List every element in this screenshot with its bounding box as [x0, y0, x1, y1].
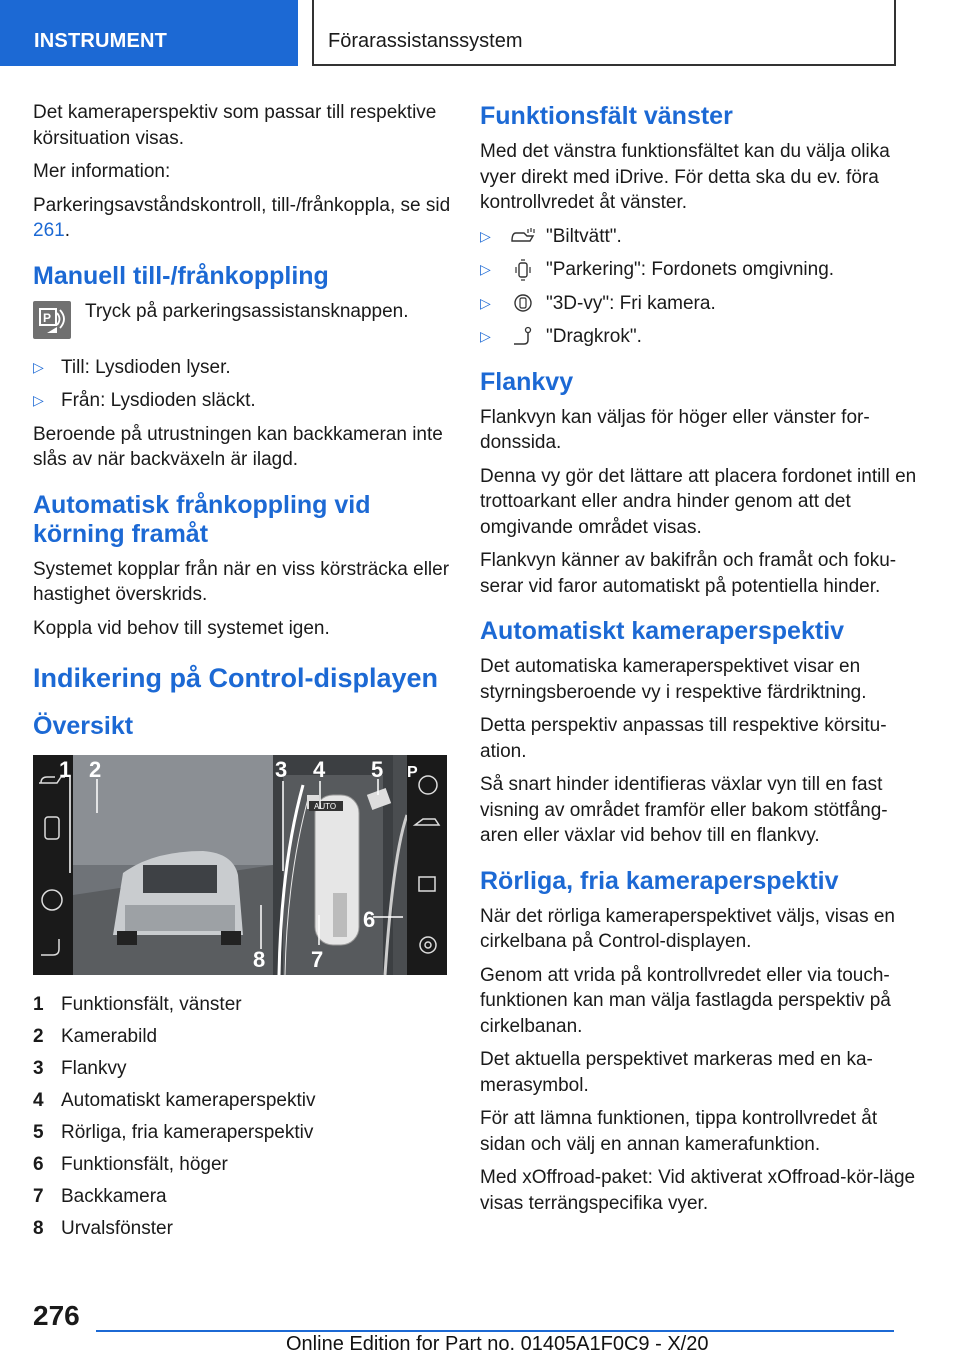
callout-2: 2 [89, 757, 102, 782]
legend-item: 7 Backkamera [33, 1186, 167, 1207]
heading-free-camera: Rörliga, fria kameraperspektiv [480, 866, 839, 895]
bullet-off: ▷ Från: Lysdioden släckt. [33, 388, 451, 414]
auto-cam-text-1: Det automatiska kameraperspektivet visar en styrningsberoende vy i respektive färdriktning. [480, 656, 867, 703]
triangle-bullet-icon: ▷ [33, 358, 44, 375]
callout-3: 3 [275, 757, 288, 782]
legend-item: 2 Kamerabild [33, 1026, 158, 1047]
free-cam-text-2: Genom att vrida på kontrollvredet eller via touch-funktionen kan man välja fastlagda perspektiv på cirkelbanan. [480, 964, 891, 1037]
legend-item: 4 Automatiskt kameraperspektiv [33, 1090, 316, 1111]
auto-off-text-2: Koppla vid behov till systemet igen. [33, 617, 330, 639]
free-cam-text-1: När det rörliga kameraperspektivet väljs, visas en cirkelbana på Control-displayen. [480, 905, 896, 952]
callout-4: 4 [313, 757, 326, 782]
legend-item: 1 Funktionsfält, vänster [33, 994, 242, 1015]
section-tab: INSTRUMENT [0, 0, 298, 66]
func-item-tow-hook: ▷ "Dragkrok". [480, 324, 920, 350]
callout-7: 7 [311, 947, 324, 972]
func-item-parking: ▷ "Parkering": Fordonets omgivning. [480, 257, 920, 283]
triangle-bullet-icon: ▷ [33, 392, 44, 408]
func-left-text: Med det vänstra funktionsfältet kan du välja olika vyer direkt med iDrive. För detta ska du ev. föra kontrollvredet åt vänster. [480, 141, 890, 213]
callout-1: 1 [59, 757, 72, 782]
flank-text-1: Flankvyn kan väljas för höger eller vänster for-donssida. [480, 406, 870, 453]
page-header [0, 0, 960, 66]
tow-hook-icon [508, 326, 538, 348]
parking-view-icon [508, 259, 538, 281]
callout-6: 6 [363, 907, 376, 932]
footer-divider [96, 1330, 894, 1332]
car-wash-icon [508, 227, 538, 245]
heading-func-left: Funktionsfält vänster [480, 102, 733, 130]
chapter-title: Förarassistanssystem [312, 0, 896, 66]
auto-cam-text-3: Så snart hinder identifieras växlar vyn till en fast visning av området framför eller bakom stötfång-aren eller växlar vid behov till en flankvy. [480, 774, 888, 846]
parking-button-row [33, 299, 451, 339]
page-link-261[interactable]: 261 [33, 220, 65, 241]
heading-auto-camera: Automatiskt kameraperspektiv [480, 617, 845, 645]
callout-8: 8 [253, 947, 266, 972]
heading-display: Indikering på Control-displayen [33, 663, 439, 693]
footer-edition: Online Edition for Part no. 01405A1F0C9 - X/20 [286, 1333, 709, 1355]
more-info-label: Mer information: [33, 161, 171, 182]
auto-label: AUTO [314, 802, 337, 811]
3d-view-icon [508, 292, 538, 314]
legend-item: 5 Rörliga, fria kameraperspektiv [33, 1122, 314, 1143]
triangle-bullet-icon: ▷ [480, 227, 491, 244]
right-column [480, 100, 920, 1224]
func-item-car-wash: ▷ "Biltvätt". [480, 224, 920, 250]
p-label: P [407, 764, 418, 781]
triangle-bullet-icon: ▷ [480, 294, 491, 311]
svg-text:P: P [43, 310, 52, 325]
flank-text-2: Denna vy gör det lättare att placera fordonet intill en trottoarkant eller andra hinder genom att det omgivande området visas. [480, 465, 917, 538]
free-cam-text-5: Med xOffroad-paket: Vid aktiverat xOffroad-kör-läge visas terrängspecifika vyer. [480, 1167, 916, 1214]
func-item-3d: ▷ "3D-vy": Fri kamera. [480, 291, 920, 317]
heading-overview: Översikt [33, 712, 134, 740]
heading-manual: Manuell till-/frånkoppling [33, 261, 329, 290]
heading-auto-off: Automatisk frånkoppling vid körning framåt [33, 490, 371, 548]
heading-flank: Flankvy [480, 367, 574, 396]
triangle-bullet-icon: ▷ [480, 261, 491, 277]
legend-item: 8 Urvalsfönster [33, 1218, 173, 1239]
page-number: 276 [33, 1300, 80, 1331]
overview-legend [33, 989, 451, 1245]
parking-assist-button-icon [33, 301, 71, 339]
flank-text-3: Flankvyn känner av bakifrån och framåt och foku-serar vid faror automatiskt på potentiella hinder. [480, 550, 897, 597]
free-cam-text-3: Det aktuella perspektivet markeras med en ka-merasymbol. [480, 1049, 873, 1096]
cross-reference: Parkeringsavståndskontroll, till-/frånkoppla, se sid 261. [33, 194, 451, 241]
auto-cam-text-2: Detta perspektiv anpassas till respektive körsitu-ation. [480, 715, 887, 762]
free-cam-text-4: För att lämna funktionen, tippa kontrollvredet åt sidan och välj en annan kamerafunktion. [480, 1108, 878, 1155]
manual-text: Tryck på parkeringsassistansknappen. [85, 300, 409, 322]
auto-off-text: Systemet kopplar från när en viss körsträcka eller hastighet överskrids. [33, 558, 450, 605]
backcam-text: Beroende på utrustningen kan backkameran inte slås av när backväxeln är ilagd. [33, 423, 443, 470]
intro-text: Det kameraperspektiv som passar till respektive körsituation visas. [33, 102, 437, 149]
legend-item: 3 Flankvy [33, 1058, 127, 1079]
left-column [33, 100, 451, 1245]
triangle-bullet-icon: ▷ [480, 328, 491, 344]
bullet-on: ▷ Till: Lysdioden lyser. [33, 355, 451, 381]
legend-item: 6 Funktionsfält, höger [33, 1154, 228, 1175]
control-display-illustration [33, 755, 447, 975]
callout-5: 5 [371, 757, 384, 782]
